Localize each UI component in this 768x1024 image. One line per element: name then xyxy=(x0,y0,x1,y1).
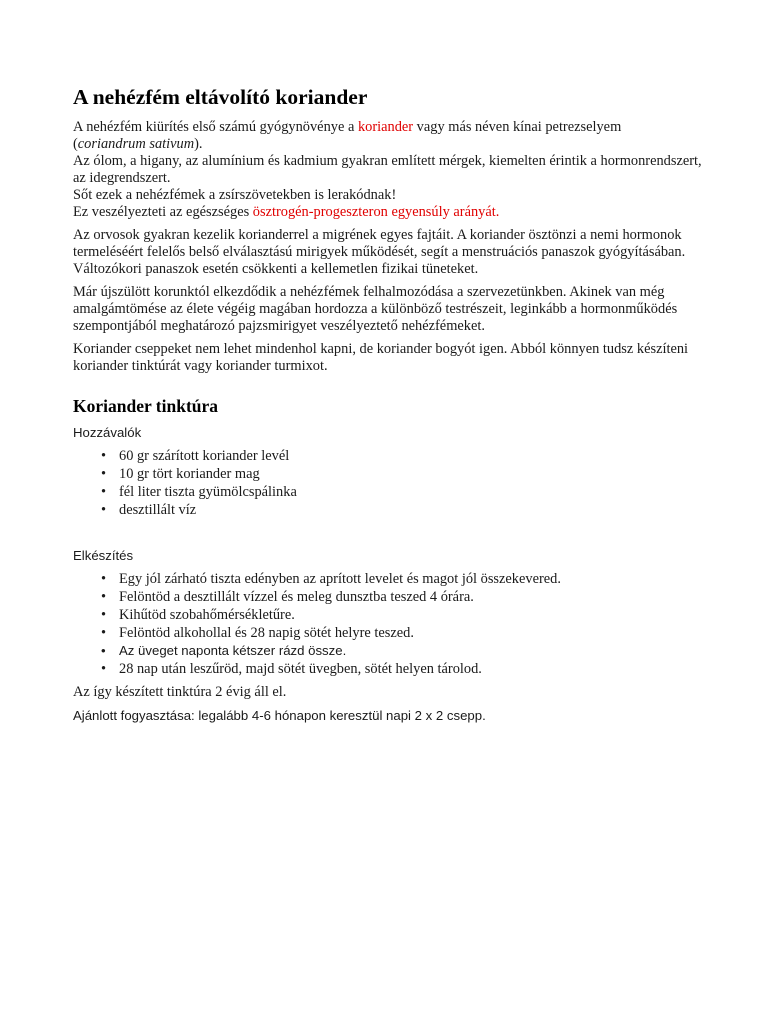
koriander-link[interactable]: koriander xyxy=(357,119,414,135)
intro-text: vagy más néven kínai petrezselyem xyxy=(413,119,622,135)
section-title: Koriander tinktúra xyxy=(73,396,219,416)
list-item: • 10 gr tört koriander mag xyxy=(119,465,708,483)
intro-text: A nehézfém kiürítés első számú gyógynövénye a xyxy=(73,119,358,135)
dosage-text: Ajánlott fogyasztása: legalább 4-6 hónapon keresztül napi 2 x 2 csepp. xyxy=(73,708,486,723)
intro-text: Az ólom, a higany, az alumínium és kadmium gyakran említett mérgek, kiemelten érintik a hormonrendszert, az idegrendszert. xyxy=(73,153,702,186)
intro-paragraph xyxy=(73,119,708,221)
hormone-balance-link[interactable]: ösztrogén-progeszteron egyensúly arányát. xyxy=(252,204,500,220)
list-item: • 28 nap után leszűröd, majd sötét üvegben, sötét helyen tárolod. xyxy=(119,660,708,678)
spacer xyxy=(73,525,708,547)
paragraph-migraine: Az orvosok gyakran kezelik korianderrel a migrének egyes fajtáit. A koriander ösztönzi a nemi hormonok termeléséért felelős belső elválasztású mirigyek működését, segít a menstruációs panaszok gyógyításában. Változókori panaszok esetén csökkenti a kellemetlen fizikai tüneteket. xyxy=(73,227,686,277)
list-item: • Egy jól zárható tiszta edényben az aprított levelet és magot jól összekevered. xyxy=(119,570,708,588)
list-item: • desztillált víz xyxy=(119,501,708,519)
latin-name: coriandrum sativum xyxy=(77,136,195,152)
intro-text: Sőt ezek a nehézfémek a zsírszövetekben is lerakódnak! xyxy=(73,187,397,203)
steps-label: Elkészítés xyxy=(73,548,134,563)
paragraph-drops: Koriander cseppeket nem lehet mindenhol kapni, de koriander bogyót igen. Abból könnyen tudsz készíteni koriander tinktúrát vagy koriander turmixot. xyxy=(73,341,689,374)
list-item: • 60 gr szárított koriander levél xyxy=(119,447,708,465)
latin-name-open: ( xyxy=(73,136,78,152)
list-item: • Felöntöd alkohollal és 28 napig sötét helyre teszed. xyxy=(119,624,708,642)
list-item: • Kihűtöd szobahőmérsékletűre. xyxy=(119,606,708,624)
shelf-life-text: Az így készített tinktúra 2 évig áll el. xyxy=(73,684,287,700)
list-item: • Felöntöd a desztillált vízzel és meleg dunsztba teszed 4 órára. xyxy=(119,588,708,606)
paragraph-heavy-metals: Már újszülött korunktól elkezdődik a nehézfémek felhalmozódása a szervezetünkben. Akinek van még amalgámtömése az élete végéig magában hordozza a különböző testrészeit, leginkább a hormonműködés szempontjából meghatározó pajzsmirigyet veszélyeztető nehézfémeket. xyxy=(73,284,678,334)
ingredients-list xyxy=(73,447,708,519)
list-item: • fél liter tiszta gyümölcspálinka xyxy=(119,483,708,501)
steps-list xyxy=(73,570,708,678)
ingredients-label: Hozzávalók xyxy=(73,425,142,440)
latin-name-close: ). xyxy=(194,136,203,152)
page-title: A nehézfém eltávolító koriander xyxy=(73,85,368,109)
intro-text: Ez veszélyezteti az egészséges xyxy=(73,204,253,220)
list-item: • Az üveget naponta kétszer rázd össze. xyxy=(119,642,708,660)
